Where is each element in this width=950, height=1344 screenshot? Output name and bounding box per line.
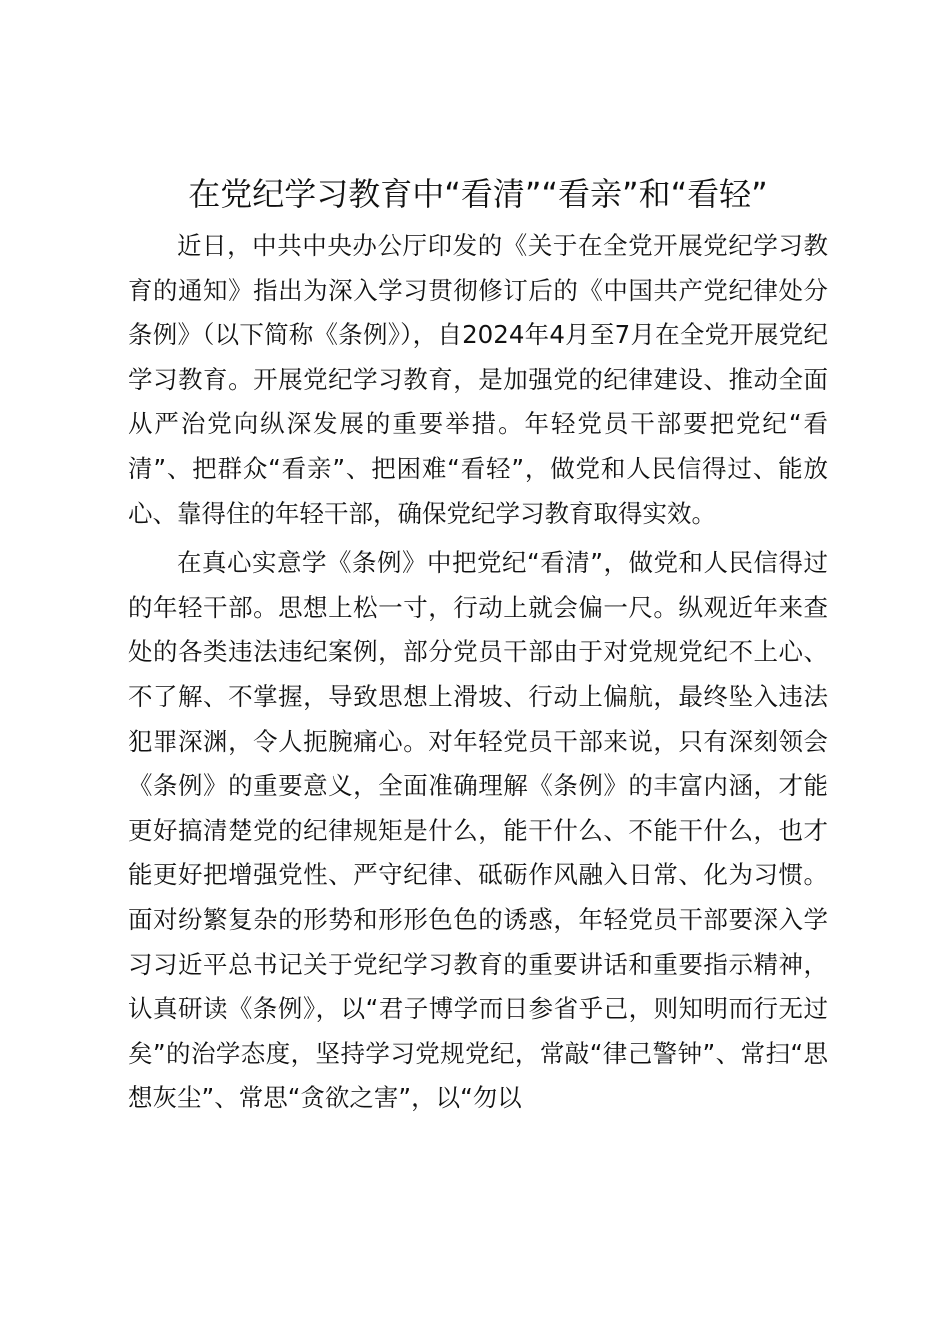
paragraph-2: 在真心实意学《条例》中把党纪“看清”，做党和人民信得过的年轻干部。思想上松一寸，行动上就会偏一尺。纵观近年来查处的各类违法违纪案例，部分党员干部由于对党规党纪不上心、不了解、不掌握，导致思想上滑坡、行动上偏航，最终坠入违法犯罪深渊，令人扼腕痛心。对年轻党员干部来说，只有深刻领会《条例》的重要意义，全面准确理解《条例》的丰富内涵，才能更好搞清楚党的纪律规矩是什么，能干什么、不能干什么，也才能更好把增强党性、严守纪律、砥砺作风融入日常、化为习惯。面对纷繁复杂的形势和形形色色的诱惑，年轻党员干部要深入学习习近平总书记关于党纪学习教育的重要讲话和重要指示精神，认真研读《条例》，以“君子博学而日参省乎己，则知明而行无过矣”的治学态度，坚持学习党规党纪，常敲“律己警钟”、常扫“思想灰尘”、常思“贪欲之害”，以“勿以	[128, 548, 828, 1113]
document-body	[128, 224, 828, 1126]
paragraph-1: 近日，中共中央办公厅印发的《关于在全党开展党纪学习教育的通知》指出为深入学习贯彻修订后的《中国共产党纪律处分条例》（以下简称《条例》），自2024年4月至7月在全党开展党纪学习教育。开展党纪学习教育，是加强党的纪律建设、推动全面从严治党向纵深发展的重要举措。年轻党员干部要把党纪“看清”、把群众“看亲”、把困难“看轻”，做党和人民信得过、能放心、靠得住的年轻干部，确保党纪学习教育取得实效。	[128, 231, 828, 528]
document-title: 在党纪学习教育中“看清”“看亲”和“看轻”	[188, 175, 768, 213]
